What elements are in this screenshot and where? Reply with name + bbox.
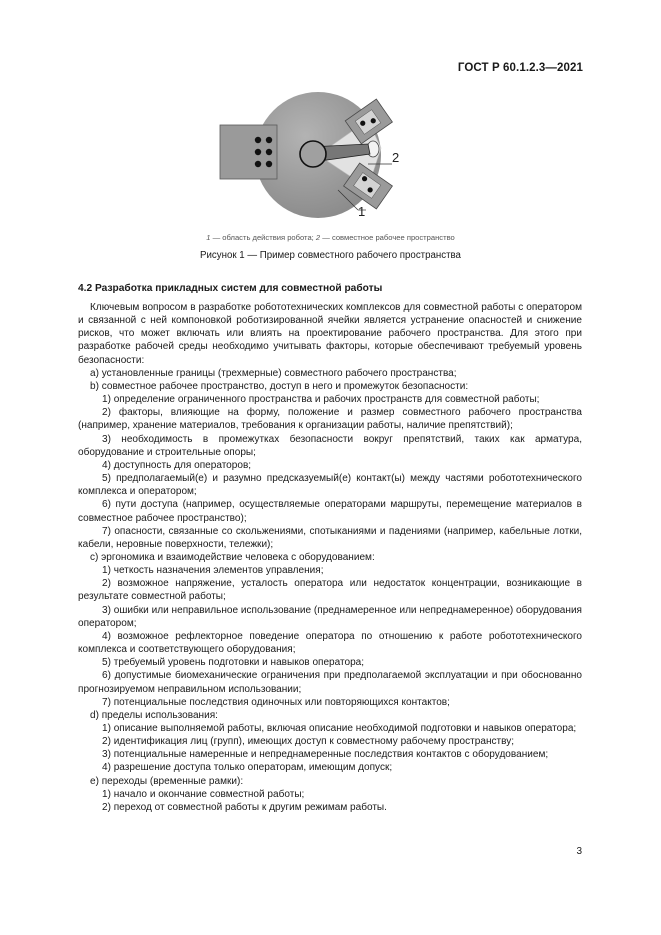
fixture-dot xyxy=(255,137,261,143)
list-item: 2) переход от совместной работы к другим режимам работы. xyxy=(102,801,387,813)
figure-label-1: 1 xyxy=(358,204,366,219)
list-item: e) переходы (временные рамки): xyxy=(90,775,244,787)
list-item: 6) пути доступа (например, осуществляемые операторами маршруты, перемещение материалов в совместное рабочее пространство); xyxy=(78,499,582,524)
list-item: 2) идентификация лиц (групп), имеющих доступ к совместному рабочему пространству; xyxy=(102,736,515,748)
legend-text-1: — область действия робота; xyxy=(210,233,316,242)
legend-text-2: — совместное рабочее пространство xyxy=(320,233,455,242)
robot-workspace-figure xyxy=(218,92,458,232)
list-item: 7) потенциальные последствия одиночных или повторяющихся контактов; xyxy=(102,696,450,708)
list-item: c) эргономика и взаимодействие человека с оборудованием: xyxy=(90,551,375,563)
paragraph: Ключевым вопросом в разработке робототехнических комплексов для совместной работы с оператором и связанной с ней компоновкой роботизированной ячейки является устранение опасностей и снижение рисков, что может включать или влиять на проектирование рабочего пространства. Для этого при разработке рабочей среды необходимо учитывать факторы, которые обеспечивают требуемый уровень безопасности: xyxy=(78,302,582,366)
list-item: 3) необходимость в промежутках безопасности вокруг препятствий, таких как арматура, оборудование и строительные опоры; xyxy=(78,433,582,458)
robot-workspace-diagram xyxy=(218,92,458,232)
list-item: 3) ошибки или неправильное использование (преднамеренное или непреднамеренное) оборудования оператором; xyxy=(78,604,582,629)
section-body xyxy=(78,301,582,814)
list-item: 2) возможное напряжение, усталость оператора или недостаток концентрации, возникающие в результате совместной работы; xyxy=(78,578,582,603)
list-item: 2) факторы, влияющие на форму, положение и размер совместного рабочего пространства (например, хранение материалов, требования к организации работы, наличие препятствий); xyxy=(78,407,582,432)
list-item: 4) разрешение доступа только операторам, имеющим допуск; xyxy=(102,762,393,774)
fixture-dot xyxy=(266,137,272,143)
fixture-dot xyxy=(266,161,272,167)
list-item: 3) потенциальные намеренные и непреднамеренные последствия контактов с оборудованием; xyxy=(102,749,549,761)
list-item: 1) описание выполняемой работы, включая описание необходимой подготовки и навыков оператора; xyxy=(102,723,577,734)
robot-base xyxy=(300,141,326,167)
list-item: 4) возможное рефлекторное поведение оператора по отношению к работе робототехнического комплекса и соответствующего оборудования; xyxy=(78,630,582,656)
list-item: 5) предполагаемый(е) и разумно предсказуемый(е) контакт(ы) между частями робототехнического комплекса и оператором; xyxy=(78,473,582,498)
legend-num-2: 2 xyxy=(315,233,321,242)
list-item: 5) требуемый уровень подготовки и навыков оператора; xyxy=(102,657,365,669)
list-item: a) установленные границы (трехмерные) совместного рабочего пространства; xyxy=(90,367,457,379)
section-heading: 4.2 Разработка прикладных систем для совместной работы xyxy=(78,283,383,294)
list-item: b) совместное рабочее пространство, доступ в него и промежуток безопасности: xyxy=(90,380,469,392)
figure-legend xyxy=(0,233,661,242)
list-item: 7) опасности, связанные со скольжениями, спотыканиями и падениями (например, кабельные лотки, кабели, неровные поверхности, тележки); xyxy=(78,525,582,550)
fixture-dot xyxy=(255,161,261,167)
document-header: ГОСТ Р 60.1.2.3—2021 xyxy=(457,62,583,74)
figure-title: Рисунок 1 — Пример совместного рабочего пространства xyxy=(200,250,461,261)
list-item: 1) четкость назначения элементов управления; xyxy=(102,565,324,577)
figure-label-2: 2 xyxy=(392,150,400,165)
legend-num-1: 1 xyxy=(206,233,211,242)
list-item: d) пределы использования: xyxy=(90,709,218,721)
list-item: 6) допустимые биомеханические ограничения при предполагаемой эксплуатации и при обоснованно прогнозируемом неправильном использовании; xyxy=(78,670,582,695)
fixture-dot xyxy=(255,149,261,155)
fixture-dot xyxy=(266,149,272,155)
list-item: 1) начало и окончание совместной работы; xyxy=(102,788,305,800)
list-item: 1) определение ограниченного пространства и рабочих пространств для совместной работы; xyxy=(102,394,540,406)
page-number: 3 xyxy=(576,846,582,857)
list-item: 4) доступность для операторов; xyxy=(102,459,252,471)
